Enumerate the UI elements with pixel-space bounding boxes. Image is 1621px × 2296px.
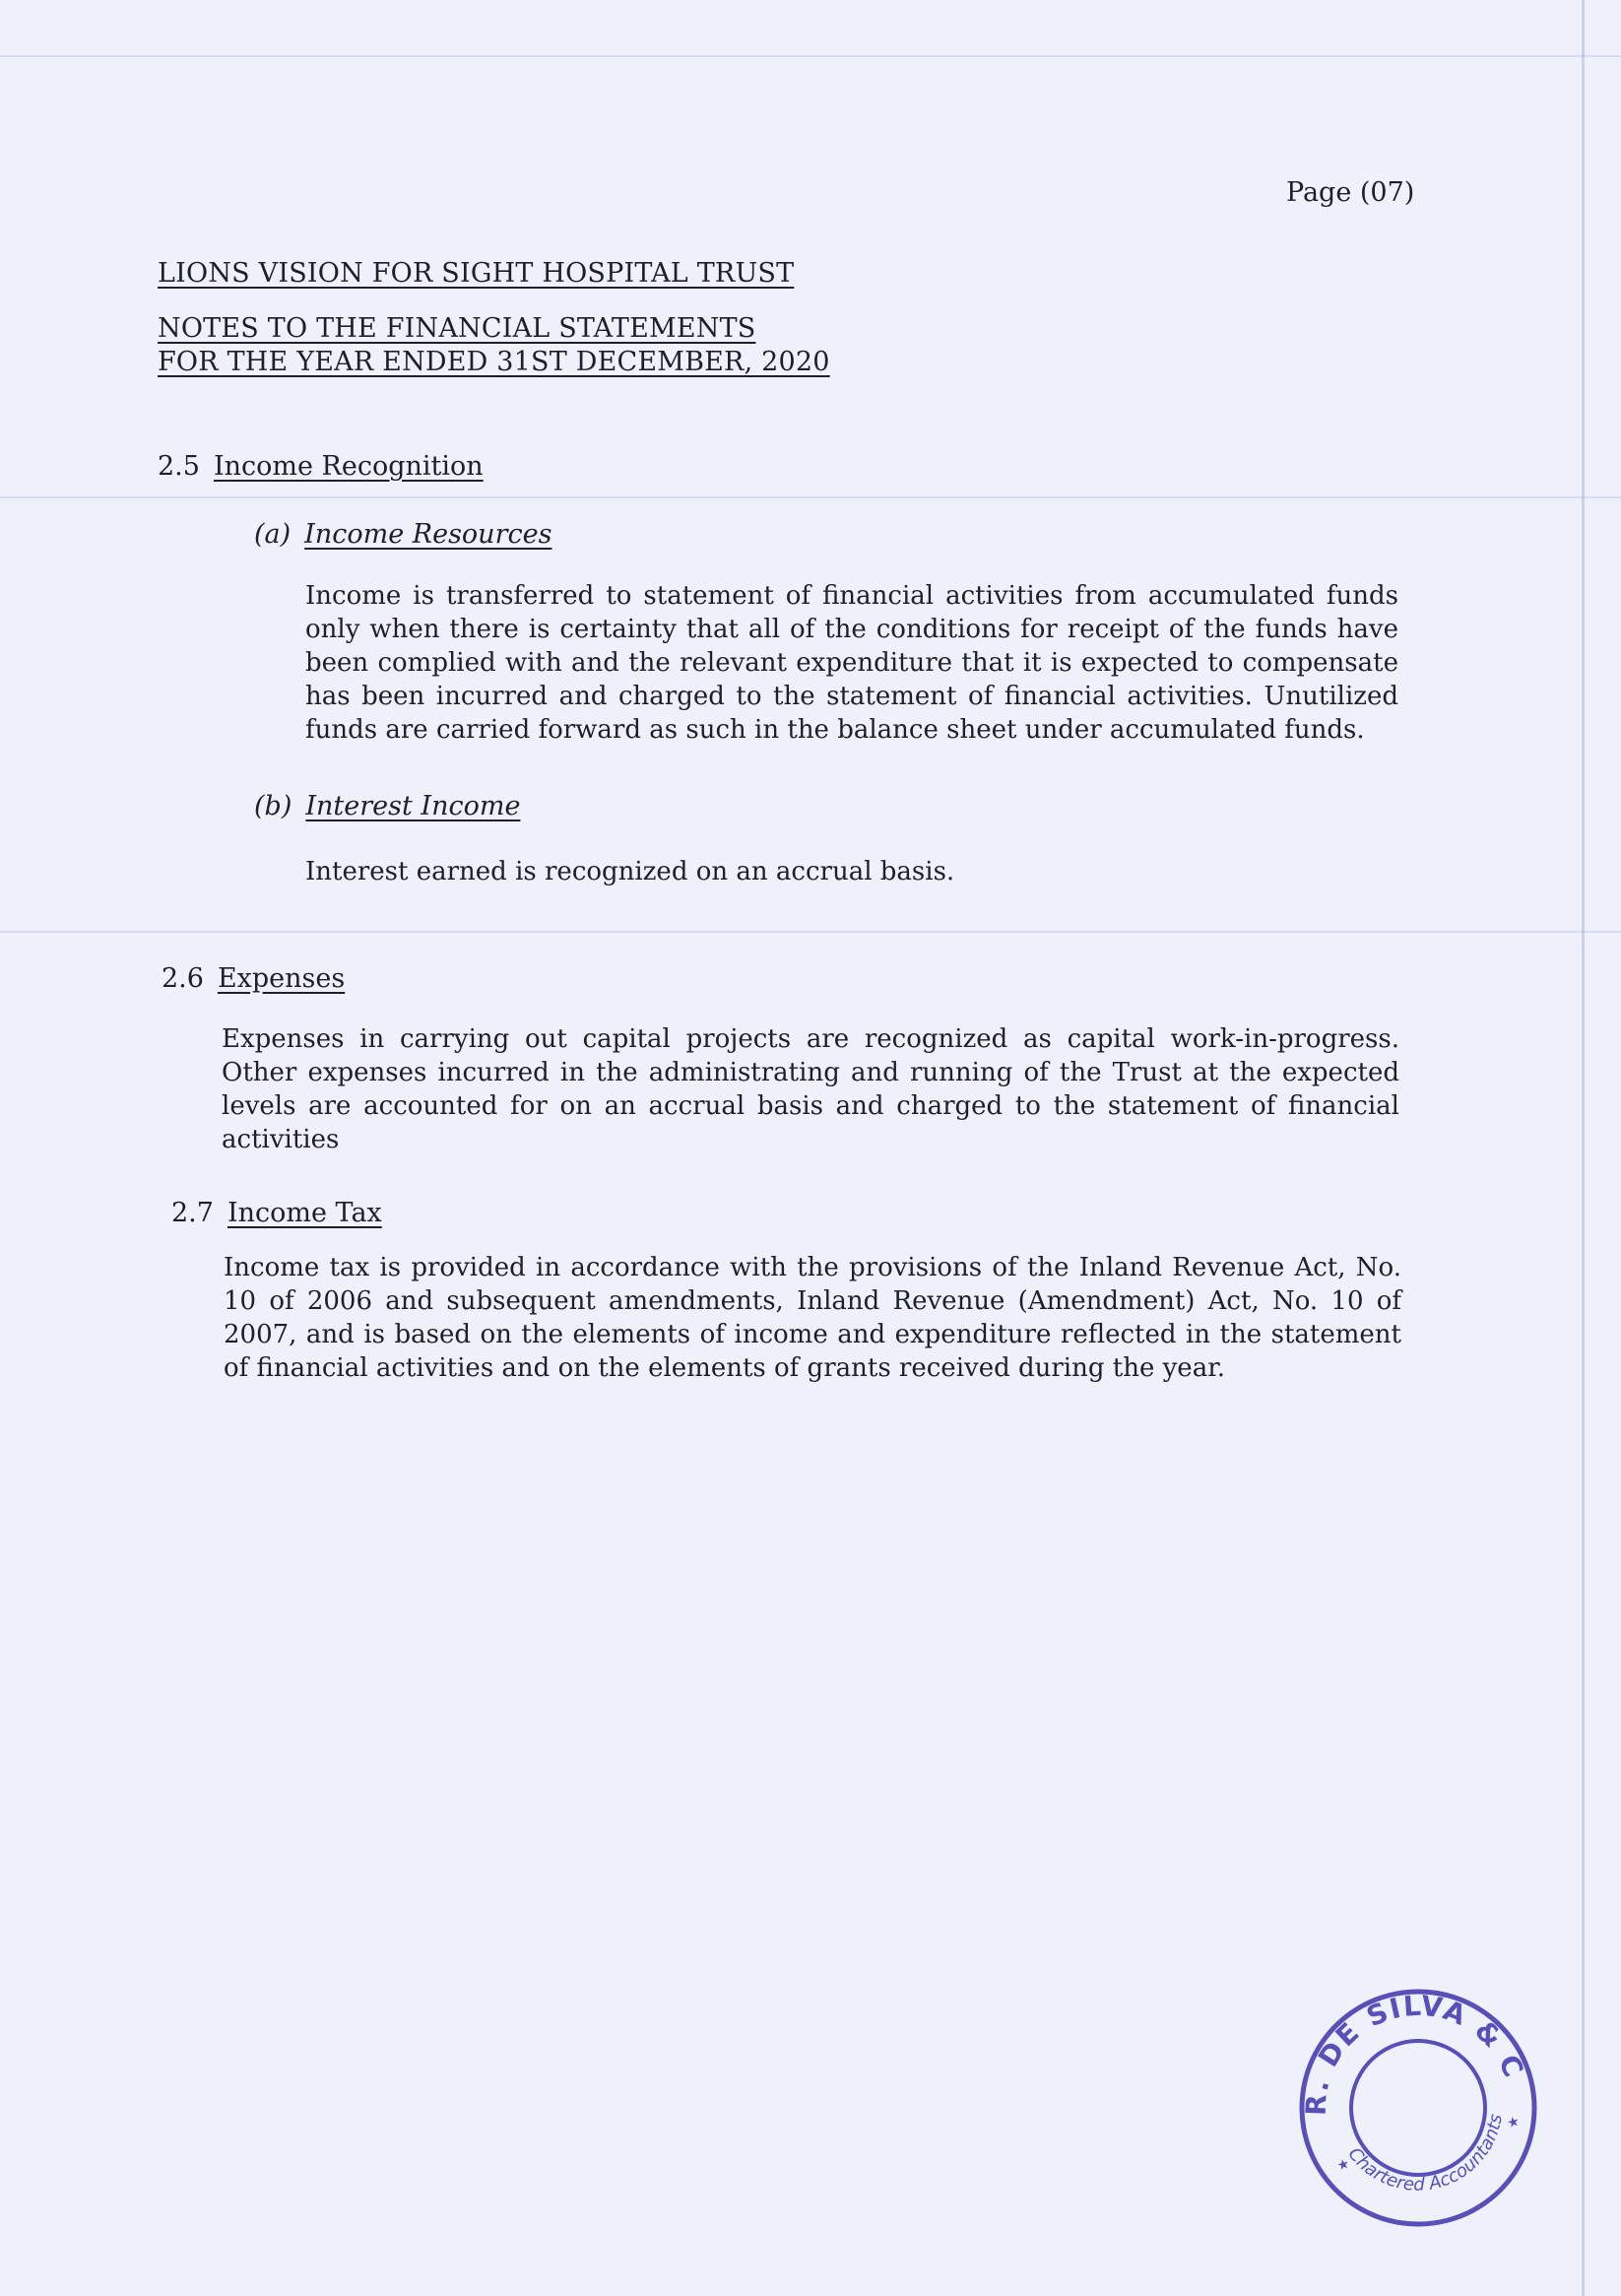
expenses-paragraph: Expenses in carrying out capital projects are recognized as capital work-in-progress. Other expenses incurred in the administrating and running of the Trust at the expected levels are accounted for on an accrual basis and charged to the statement of financial activities: [222, 1024, 1399, 1154]
page-number: Page (07): [1286, 177, 1415, 208]
section-title: Income Recognition: [213, 451, 484, 482]
scan-artifact-band: [0, 55, 1621, 57]
section-title: Expenses: [217, 963, 346, 994]
section-number: 2.5: [158, 451, 200, 482]
section-number: 2.6: [162, 963, 204, 994]
auditor-stamp: [1296, 1986, 1540, 2230]
section-heading-income-tax: [171, 1198, 382, 1228]
trust-name: LIONS VISION FOR SIGHT HOSPITAL TRUST: [158, 258, 795, 289]
section-heading-expenses: [162, 963, 345, 994]
scan-artifact-band: [0, 496, 1621, 498]
stamp-star-icon: ★: [1505, 2113, 1522, 2132]
income-resources-paragraph: Income is transferred to statement of financial activities from accumulated funds only when there is certainty that all of the conditions for receipt of the funds have been complied with and the relevant expenditure that it is expected to compensate has been incurred and charged to the statement of financial activities. Unutilized funds are carried forward as such in the balance sheet under accumulated funds.: [305, 581, 1398, 745]
page-edge: [1582, 0, 1585, 2296]
sub-title: Interest Income: [305, 791, 521, 821]
section-heading-income-recognition: [158, 451, 484, 482]
interest-income-paragraph: Interest earned is recognized on an accrual basis.: [305, 857, 955, 886]
section-number: 2.7: [171, 1198, 214, 1228]
scan-artifact-band: [0, 931, 1621, 933]
income-tax-paragraph: Income tax is provided in accordance with the provisions of the Inland Revenue Act, No. 10 of 2006 and subsequent amendments, Inland Revenue (Amendment) Act, No. 10 of 2007, and is based on the elements of income and expenditure reflected in the statement of financial activities and on the elements of grants received during the year.: [224, 1253, 1401, 1383]
reporting-period: FOR THE YEAR ENDED 31ST DECEMBER, 2020: [158, 347, 830, 377]
sub-number: (b): [254, 791, 292, 821]
sub-heading-income-resources: [254, 519, 551, 550]
sub-number: (a): [254, 519, 292, 550]
sub-title: Income Resources: [304, 519, 552, 550]
notes-title: NOTES TO THE FINANCIAL STATEMENTS: [158, 313, 756, 344]
sub-heading-interest-income: [254, 791, 520, 821]
stamp-star-icon: ★: [1335, 2155, 1352, 2175]
stamp-bottom-text: Chartered Accountants: [1343, 2112, 1507, 2196]
section-title: Income Tax: [227, 1198, 382, 1228]
stamp-top-text: R. DE SILVA & CO.: [1299, 1989, 1531, 2117]
